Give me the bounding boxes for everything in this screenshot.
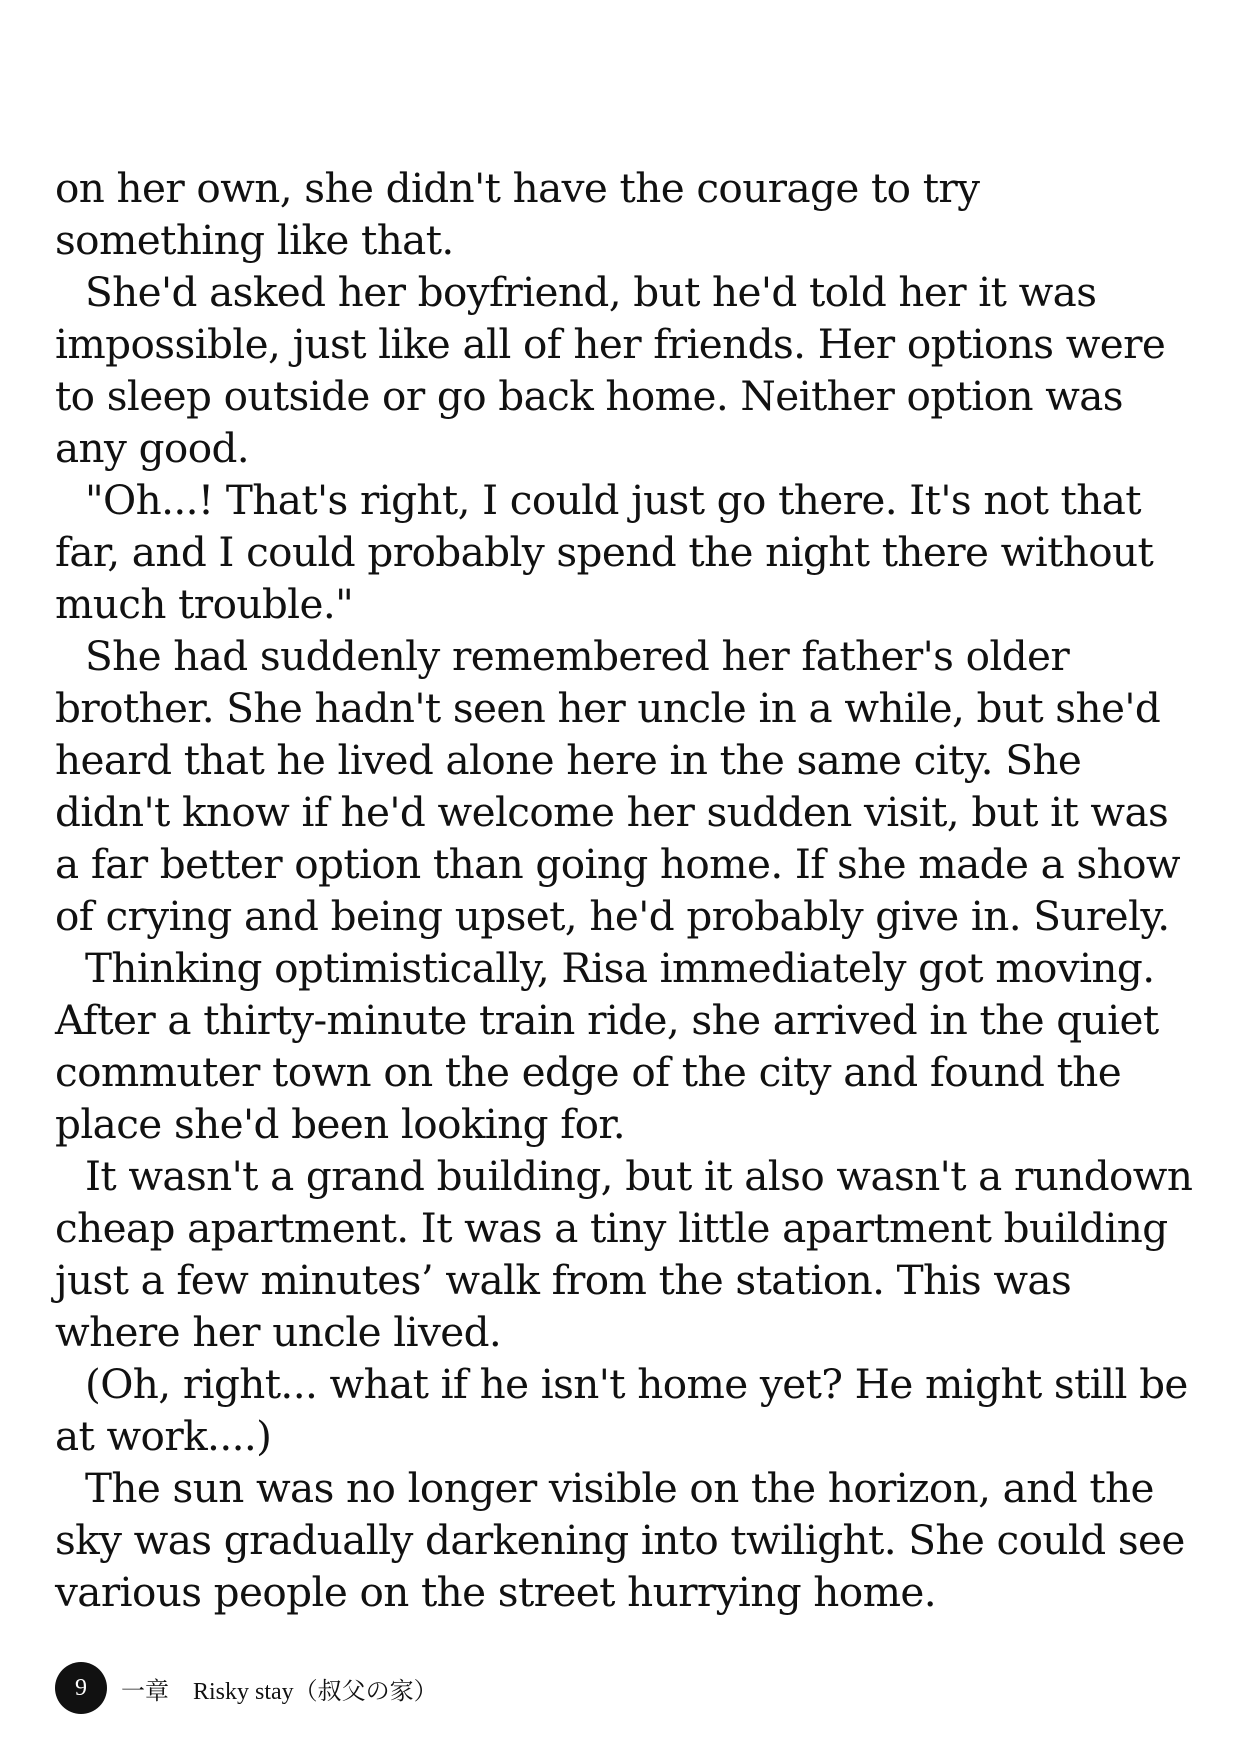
paragraph-2: She'd asked her boyfriend, but he'd told her it was impossible, just like all of her friends. Her options were to sleep outside or go back home. Neither option was any good. — [55, 268, 1166, 472]
paragraph-8: The sun was no longer visible on the horizon, and the sky was gradually darkening into twilight. She could see various people on the street hurrying home. — [55, 1464, 1185, 1616]
paragraph-4: She had suddenly remembered her father's older brother. She hadn't seen her uncle in a while, but she'd heard that he lived alone here in the same city. She didn't know if he'd welcome her sudden visit, but it was a far better option than going home. If she made a show of crying and being upset, he'd probably give in. Surely. — [55, 632, 1180, 940]
chapter-title: 一章 Risky stay（叔父の家） — [121, 1678, 438, 1705]
paragraph-6: It wasn't a grand building, but it also wasn't a rundown cheap apartment. It was a tiny little apartment building just a few minutes’ walk from the station. This was where her uncle lived. — [55, 1152, 1193, 1356]
page-number-badge: 9 — [55, 1662, 107, 1714]
page-footer — [55, 1662, 438, 1714]
paragraph-5: Thinking optimistically, Risa immediately got moving. After a thirty-minute train ride, she arrived in the quiet commuter town on the edge of the city and found the place she'd been looking for. — [55, 944, 1159, 1148]
page-body — [55, 162, 1195, 1618]
paragraph-3: "Oh...! That's right, I could just go there. It's not that far, and I could probably spend the night there without much trouble." — [55, 476, 1154, 628]
paragraph-7: (Oh, right... what if he isn't home yet? He might still be at work....) — [55, 1360, 1188, 1460]
paragraph-1: on her own, she didn't have the courage to try something like that. — [55, 164, 980, 264]
